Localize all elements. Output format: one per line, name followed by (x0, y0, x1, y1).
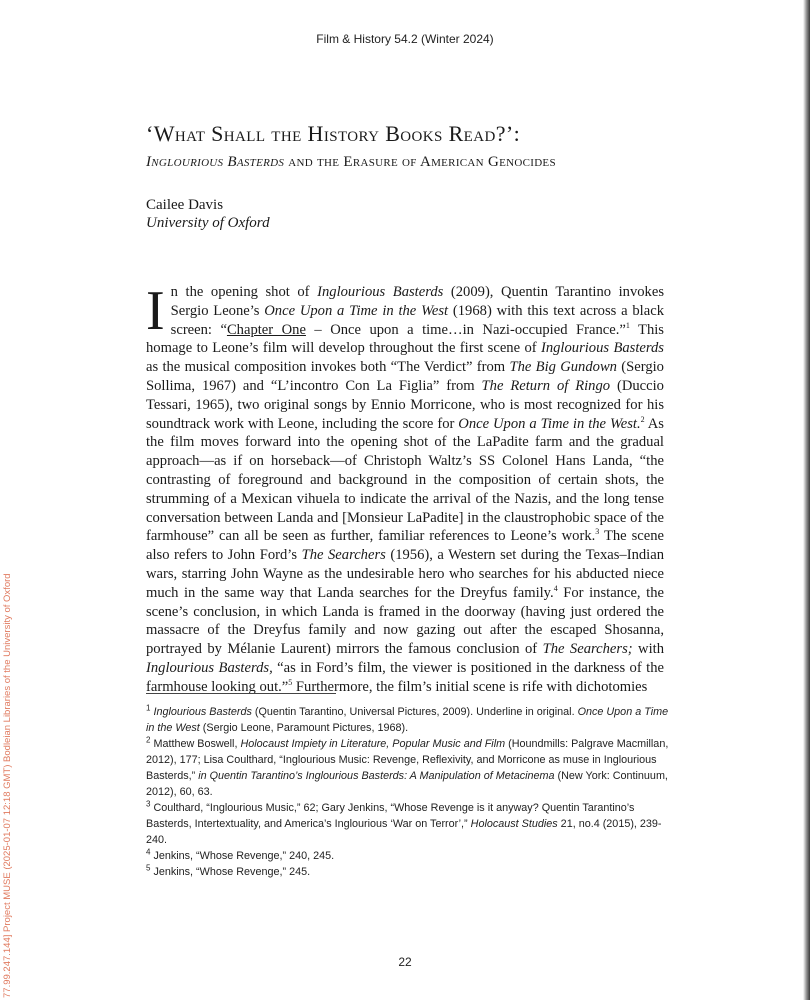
body-text-run: (1956), a Western set during the Texas–Indian wars, starring John Wayne as the undesirable hero who searches for his abducted niece much in the same way that Landa searches for the Dreyfus family. (146, 547, 664, 601)
film-title: Once Upon a Time in the West. (458, 415, 641, 432)
body-text-run: n the opening shot of (170, 284, 318, 300)
footnote-text: Coulthard, “Inglourious Music,” 62; Gary Jenkins, “Whose Revenge is it anyway? Quentin Tarantino’s Basterds, Intertextuality, and America’s Inglourious ‘War on Terror’,” (146, 802, 635, 830)
film-title: The Return of Ringo (481, 377, 611, 394)
footnote-ref-4[interactable]: 4 (553, 583, 558, 593)
body-paragraph (146, 280, 665, 697)
subtitle-film-title: Inglourious Basterds (146, 154, 285, 170)
footnote-1 (146, 704, 676, 736)
footnote-divider (146, 693, 336, 694)
footnote-text: (Houndmills: Palgrave Macmillan, 2012), 177; Lisa Coulthard, “Inglourious Music: Revenge, Reflexivity, and Morricone as muse in Inglourious Basterds,” (146, 738, 669, 782)
footnote-text: (New York: Continuum, 2012), 60, 63. (146, 770, 668, 798)
subtitle-rest: and the Erasure of American Genocides (284, 154, 556, 170)
page-number: 22 (398, 955, 412, 969)
footnote-4 (146, 848, 676, 864)
footnote-number: 3 (146, 799, 151, 809)
body-text-run: with (632, 641, 665, 658)
article-title (146, 120, 686, 148)
running-header: Film & History 54.2 (Winter 2024) (316, 32, 494, 46)
body-text-run: “as in Ford’s film, the viewer is positioned in the darkness of the farmhouse looking out.” (146, 659, 664, 695)
title-block (146, 120, 686, 172)
footnote-italic: Holocaust Studies (470, 818, 558, 830)
footnotes (146, 704, 676, 880)
footnote-italic: Holocaust Impiety in Literature, Popular Music and Film (240, 738, 506, 750)
body-text-run: as the musical composition invokes both “The Verdict” from (146, 359, 510, 376)
body-text-run: As the film moves forward into the opening shot of the LaPadite farm and the gradual approach—as if on horseback—of Christoph Waltz’s SS Colonel Hans Landa, “the contrasting of foreground and background in the composition of certain shots, the strumming of a Mexican vihuela to indicate the arrival of the Nazis, and the long tense conversation between Landa and [Monsieur LaPadite] in the claustrophobic space of the farmhouse” can all be seen as further, familiar references to Leone’s work. (146, 415, 664, 545)
footnote-ref-3[interactable]: 3 (595, 527, 600, 537)
body-text-run: Furthermore, the film’s initial scene is rife with dichotomies (292, 678, 648, 695)
footnote-number: 2 (146, 735, 151, 745)
body-text-run: – Once upon a time…in Nazi-occupied France.” (305, 321, 626, 338)
page-edge-shadow (803, 0, 810, 1000)
article-subtitle (146, 152, 686, 172)
footnote-ref-1[interactable]: 1 (625, 320, 630, 330)
download-watermark: 77.99.247.144] Project MUSE (2025-01-07 12:18 GMT) Bodleian Libraries of the University of Oxford (2, 573, 13, 998)
footnote-ref-2[interactable]: 2 (640, 414, 645, 424)
footnote-5 (146, 864, 676, 880)
footnote-number: 4 (146, 847, 151, 857)
body-text-run: This homage to Leone’s film will develop throughout the first scene of (146, 321, 664, 357)
footnote-2 (146, 736, 676, 800)
body-text-run: For instance, the scene’s conclusion, in which Landa is framed in the doorway (having just ordered the massacre of the Dreyfus family and now gazing out after the escaped Shosanna, portrayed by Mélanie Laurent) mirrors the famous conclusion of (146, 584, 664, 658)
footnote-number: 5 (146, 863, 151, 873)
body-text-run: (Sergio Sollima, 1967) and “L’incontro Con La Figlia” from (146, 359, 664, 394)
underlined-chapter-text: Chapter One (226, 321, 306, 338)
film-title: Once Upon a Time in the West (264, 302, 449, 319)
body-text-run: (1968) with this text across a black screen: “ (170, 302, 664, 338)
author-name: Cailee Davis (146, 197, 224, 213)
footnote-text: Matthew Boswell, (150, 738, 241, 750)
film-title: Inglourious Basterds, (146, 659, 273, 676)
film-title: The Searchers (301, 547, 386, 564)
footnote-italic: in Quentin Tarantino’s Inglourious Basterds: A Manipulation of Metacinema (198, 770, 555, 782)
footnote-text: (Quentin Tarantino, Universal Pictures, 2009). Underline in original. (251, 706, 578, 718)
footnote-number: 1 (146, 703, 151, 713)
footnote-italic: Inglourious Basterds (153, 706, 252, 718)
article-title-text: ‘What Shall the History Books Read?’: (146, 121, 521, 146)
film-title: The Searchers; (542, 641, 633, 658)
footnote-text: 21, no.4 (2015), 239-240. (146, 818, 662, 846)
footnote-italic: Once Upon a Time in the West (146, 706, 669, 734)
body-text-run: The scene also refers to John Ford’s (146, 528, 664, 564)
footnote-ref-5[interactable]: 5 (288, 677, 293, 687)
film-title: Inglourious Basterds (540, 340, 664, 357)
body-text-run: (Duccio Tessari, 1965), two original songs by Ennio Morricone, who is most recognized for his soundtrack work with Leone, including the score for (146, 377, 664, 432)
body-text-run: (2009), Quentin Tarantino invokes Sergio Leone’s (170, 284, 665, 319)
film-title: The Big Gundown (509, 359, 617, 376)
footnote-text: Jenkins, “Whose Revenge,” 245. (150, 866, 311, 878)
footnote-text: Jenkins, “Whose Revenge,” 240, 245. (150, 850, 335, 862)
footnote-3 (146, 800, 676, 848)
drop-cap: I (146, 280, 165, 342)
author-affiliation: University of Oxford (146, 215, 270, 231)
footnote-text: (Sergio Leone, Paramount Pictures, 1968). (199, 722, 409, 734)
film-title: Inglourious Basterds (317, 284, 444, 300)
